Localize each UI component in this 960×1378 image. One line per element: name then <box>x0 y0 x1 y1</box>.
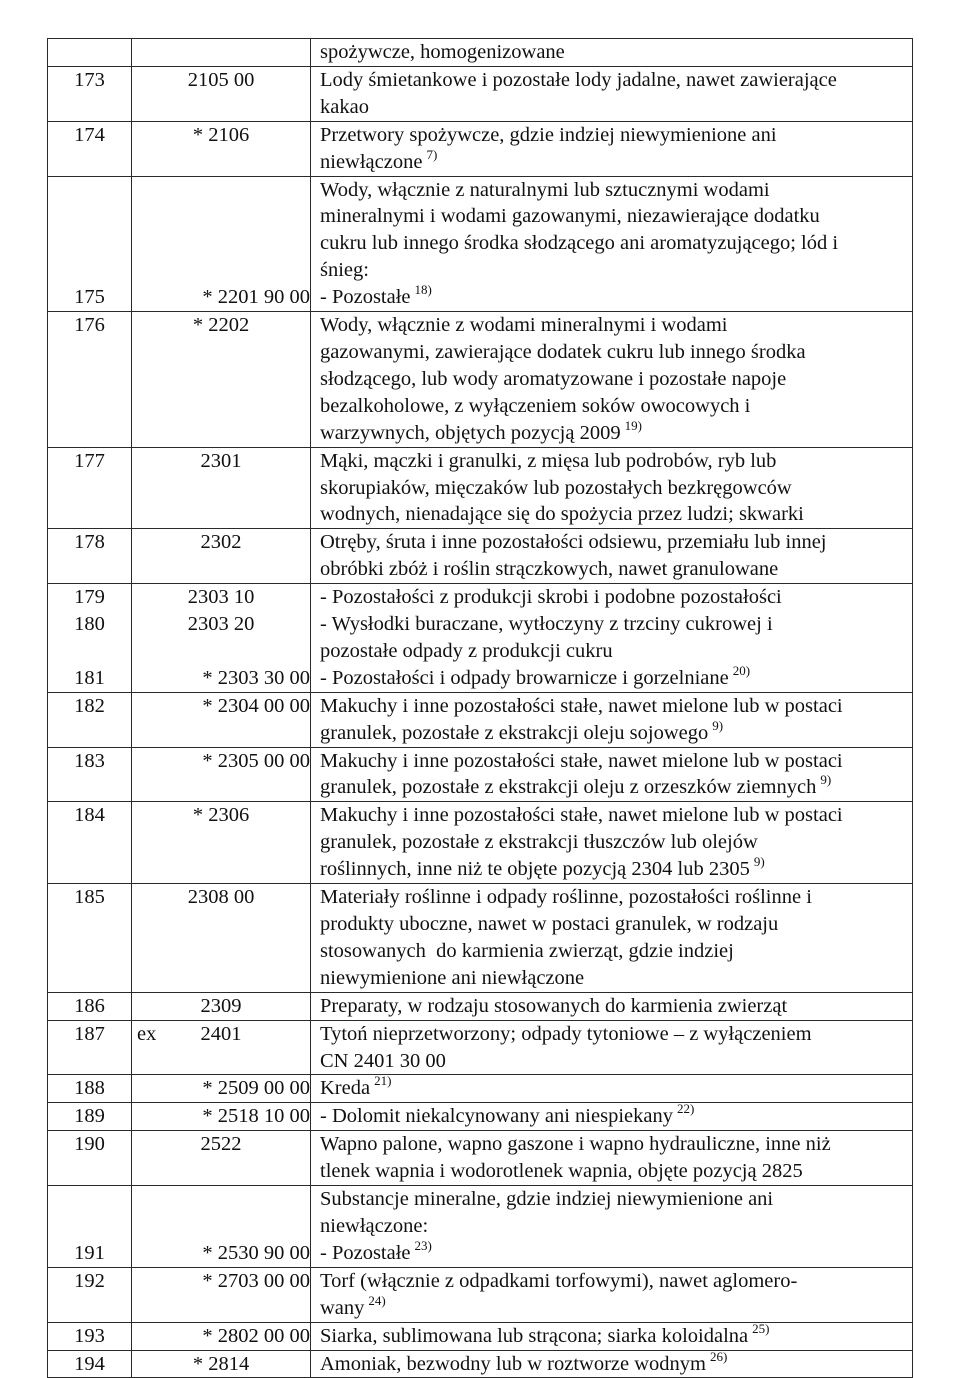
row-number: 178 <box>48 529 132 584</box>
description <box>311 1131 913 1186</box>
table-row <box>48 447 913 529</box>
description-line: granulek, pozostałe z ekstrakcji oleju sojowego $^{9)}$ <box>320 717 724 744</box>
description <box>311 1267 913 1322</box>
table-row <box>48 584 913 693</box>
description-line: - Pozostałości i odpady browarnicze i gorzelniane $^{20)}$ <box>320 662 751 689</box>
description-line: Siarka, sublimowana lub strącona; siarka koloidalna $^{25)}$ <box>320 1320 770 1347</box>
cn-code: * 2703 00 00 <box>132 1267 311 1322</box>
cn-code: 2301 <box>132 447 311 529</box>
description-line: Substancje mineralne, gdzie indziej niewymienione ani <box>320 1188 774 1211</box>
description-line: cukru lub innego środka słodzącego ani aromatyzującego; lód i <box>320 232 839 255</box>
table-row <box>48 1131 913 1186</box>
description-line: tlenek wapnia i wodorotlenek wapnia, objęte pozycją 2825 <box>320 1160 803 1183</box>
row-number: 190 <box>48 1131 132 1186</box>
description-line: CN 2401 30 00 <box>320 1049 446 1072</box>
footnote-ref: 25) <box>752 1320 770 1336</box>
description-line: Makuchy i inne pozostałości stałe, nawet mielone lub w postaci <box>320 694 843 717</box>
row-number <box>48 39 132 67</box>
table-row <box>48 1322 913 1350</box>
description <box>311 1186 913 1268</box>
description-line: kakao <box>320 95 369 118</box>
description-line: wany $^{24)}$ <box>320 1292 386 1319</box>
row-number: 185 <box>48 884 132 993</box>
cn-code: 2105 00 <box>132 66 311 121</box>
description-line: Lody śmietankowe i pozostałe lody jadalne, nawet zawierające <box>320 68 837 91</box>
cn-code: * 2201 90 00 <box>132 176 311 312</box>
description <box>311 121 913 176</box>
cn-code <box>132 39 311 67</box>
row-number: 180 <box>74 613 105 636</box>
table-row <box>48 312 913 448</box>
description <box>311 1075 913 1103</box>
cn-code: 2401 <box>200 1022 242 1045</box>
footnote-ref: 9) <box>753 854 765 870</box>
description-line: bezalkoholowe, z wyłączeniem soków owocowych i <box>320 394 751 417</box>
cn-code: 2303 20 <box>187 613 255 636</box>
table-row <box>48 747 913 802</box>
cn-code: 2302 <box>132 529 311 584</box>
description-line: mineralnymi i wodami gazowanymi, niezawierające dodatku <box>320 205 820 228</box>
table-row <box>48 884 913 993</box>
description-line: - Pozostałe $^{18)}$ <box>320 282 432 309</box>
footnote-ref: 24) <box>368 1292 386 1308</box>
table-row <box>48 1186 913 1268</box>
footnote-ref: 7) <box>426 146 438 162</box>
description-line: - Pozostałe $^{23)}$ <box>320 1237 432 1264</box>
cn-code: * 2814 <box>132 1350 311 1378</box>
cn-code: 2303 10 <box>187 586 255 609</box>
table-row <box>48 66 913 121</box>
cn-code: * 2306 <box>132 802 311 884</box>
cn-code: 2522 <box>132 1131 311 1186</box>
description-line: pozostałe odpady z produkcji cukru <box>320 639 613 662</box>
row-number: 192 <box>48 1267 132 1322</box>
row-number: 193 <box>48 1322 132 1350</box>
description-line: Torf (włącznie z odpadkami torfowymi), nawet aglomero- <box>320 1269 798 1292</box>
description-line: Otręby, śruta i inne pozostałości odsiewu, przemiału lub innej <box>320 531 827 554</box>
cn-code: 2308 00 <box>132 884 311 993</box>
footnote-ref: 21) <box>374 1073 392 1089</box>
cn-code: * 2304 00 00 <box>132 692 311 747</box>
row-number: 175 <box>48 176 132 312</box>
description-line: - Dolomit niekalcynowany ani niespiekany $^{22)}$ <box>320 1101 695 1128</box>
table-row <box>48 802 913 884</box>
row-number: 183 <box>48 747 132 802</box>
description-line: Wapno palone, wapno gaszone i wapno hydrauliczne, inne niż <box>320 1133 831 1156</box>
row-number: 194 <box>48 1350 132 1378</box>
row-number: 186 <box>48 992 132 1020</box>
description-line: Przetwory spożywcze, gdzie indziej niewymienione ani <box>320 123 777 146</box>
description-line: niewymienione ani niewłączone <box>320 966 585 989</box>
footnote-ref: 26) <box>710 1348 728 1364</box>
description <box>311 884 913 993</box>
description <box>311 1020 913 1075</box>
ex-prefix: ex <box>137 1022 157 1045</box>
description-line: Wody, włącznie z wodami mineralnymi i wodami <box>320 314 728 337</box>
description <box>311 312 913 448</box>
description-line: obróbki zbóż i roślin strączkowych, nawet granulowane <box>320 558 779 581</box>
description-line: stosowanych do karmienia zwierząt, gdzie indziej <box>320 939 734 962</box>
description-line: Kreda $^{21)}$ <box>320 1073 392 1100</box>
cn-code: * 2106 <box>132 121 311 176</box>
description-line: Makuchy i inne pozostałości stałe, nawet mielone lub w postaci <box>320 749 843 772</box>
footnote-ref: 19) <box>624 417 642 433</box>
description <box>311 992 913 1020</box>
description-line: niewłączone: <box>320 1214 429 1237</box>
row-number: 176 <box>48 312 132 448</box>
cn-code: 2309 <box>132 992 311 1020</box>
table-row <box>48 692 913 747</box>
description <box>311 1350 913 1378</box>
cn-code: * 2530 90 00 <box>132 1186 311 1268</box>
description <box>311 802 913 884</box>
cn-code: * 2802 00 00 <box>132 1322 311 1350</box>
description-line: - Wysłodki buraczane, wytłoczyny z trzciny cukrowej i <box>320 613 773 636</box>
footnote-ref: 20) <box>732 662 751 678</box>
row-number: 177 <box>48 447 132 529</box>
description <box>311 529 913 584</box>
row-number: 184 <box>48 802 132 884</box>
description-line: Preparaty, w rodzaju stosowanych do karmienia zwierząt <box>320 994 788 1017</box>
description-line: śnieg: <box>320 259 369 282</box>
row-number: 191 <box>48 1186 132 1268</box>
description <box>311 447 913 529</box>
cn-code: * 2303 30 00 <box>202 666 310 689</box>
description-line: spożywcze, homogenizowane <box>320 41 565 63</box>
description-line: granulek, pozostałe z ekstrakcji oleju z orzeszków ziemnych $^{9)}$ <box>320 772 832 799</box>
description-line: warzywnych, objętych pozycją 2009 $^{19)}$ <box>320 417 642 444</box>
description <box>311 692 913 747</box>
description-line: Wody, włącznie z naturalnymi lub sztucznymi wodami <box>320 178 770 201</box>
description <box>311 66 913 121</box>
row-number: 181 <box>74 666 105 689</box>
cn-code: * 2202 <box>132 312 311 448</box>
description-line: gazowanymi, zawierające dodatek cukru lub innego środka <box>320 340 806 363</box>
cn-code-group <box>132 584 311 693</box>
row-number: 187 <box>48 1020 132 1075</box>
description-line: niewłączone $^{7)}$ <box>320 146 438 173</box>
description <box>311 176 913 312</box>
description-line: Mąki, mączki i granulki, z mięsa lub podrobów, ryb lub <box>320 449 777 472</box>
table-row <box>48 1020 913 1075</box>
table-row <box>48 1350 913 1378</box>
row-number: 189 <box>48 1103 132 1131</box>
description-line: wodnych, nienadające się do spożycia przez ludzi; skwarki <box>320 503 804 526</box>
cn-code-cell <box>132 1020 311 1075</box>
table-row <box>48 1267 913 1322</box>
tariff-table <box>47 38 913 1378</box>
row-number: 188 <box>48 1075 132 1103</box>
description-line: granulek, pozostałe z ekstrakcji tłuszczów lub olejów <box>320 831 758 854</box>
row-number: 179 <box>74 586 105 609</box>
description <box>311 1322 913 1350</box>
table-row <box>48 121 913 176</box>
footnote-ref: 23) <box>414 1237 432 1253</box>
description-line: - Pozostałości z produkcji skrobi i podobne pozostałości <box>320 586 782 609</box>
footnote-ref: 22) <box>676 1101 695 1117</box>
table-row <box>48 1103 913 1131</box>
table-row <box>48 529 913 584</box>
row-number: 173 <box>48 66 132 121</box>
table-row <box>48 39 913 67</box>
row-number-group <box>48 584 132 693</box>
description-line: roślinnych, inne niż te objęte pozycją 2304 lub 2305 $^{9)}$ <box>320 854 765 881</box>
footnote-ref: 18) <box>414 282 432 298</box>
cn-code: * 2509 00 00 <box>132 1075 311 1103</box>
description-line: produkty uboczne, nawet w postaci granulek, w rodzaju <box>320 913 779 935</box>
cn-code: * 2305 00 00 <box>132 747 311 802</box>
row-number: 182 <box>48 692 132 747</box>
description-line: Makuchy i inne pozostałości stałe, nawet mielone lub w postaci <box>320 804 843 827</box>
description-line: słodzącego, lub wody aromatyzowane i pozostałe napoje <box>320 367 787 390</box>
table-row <box>48 176 913 312</box>
description-line: Materiały roślinne i odpady roślinne, pozostałości roślinne i <box>320 886 812 909</box>
description <box>311 39 913 67</box>
description <box>311 1103 913 1131</box>
description-line: Tytoń nieprzetworzony; odpady tytoniowe – z wyłączeniem <box>320 1022 812 1045</box>
row-number: 174 <box>48 121 132 176</box>
description-line: Amoniak, bezwodny lub w roztworze wodnym $^{26)}$ <box>320 1348 728 1375</box>
description <box>311 584 913 693</box>
description <box>311 747 913 802</box>
cn-code: * 2518 10 00 <box>132 1103 311 1131</box>
footnote-ref: 9) <box>820 772 832 788</box>
footnote-ref: 9) <box>712 717 724 733</box>
table-row <box>48 992 913 1020</box>
description-line: skorupiaków, mięczaków lub pozostałych bezkręgowców <box>320 476 792 499</box>
table-row <box>48 1075 913 1103</box>
